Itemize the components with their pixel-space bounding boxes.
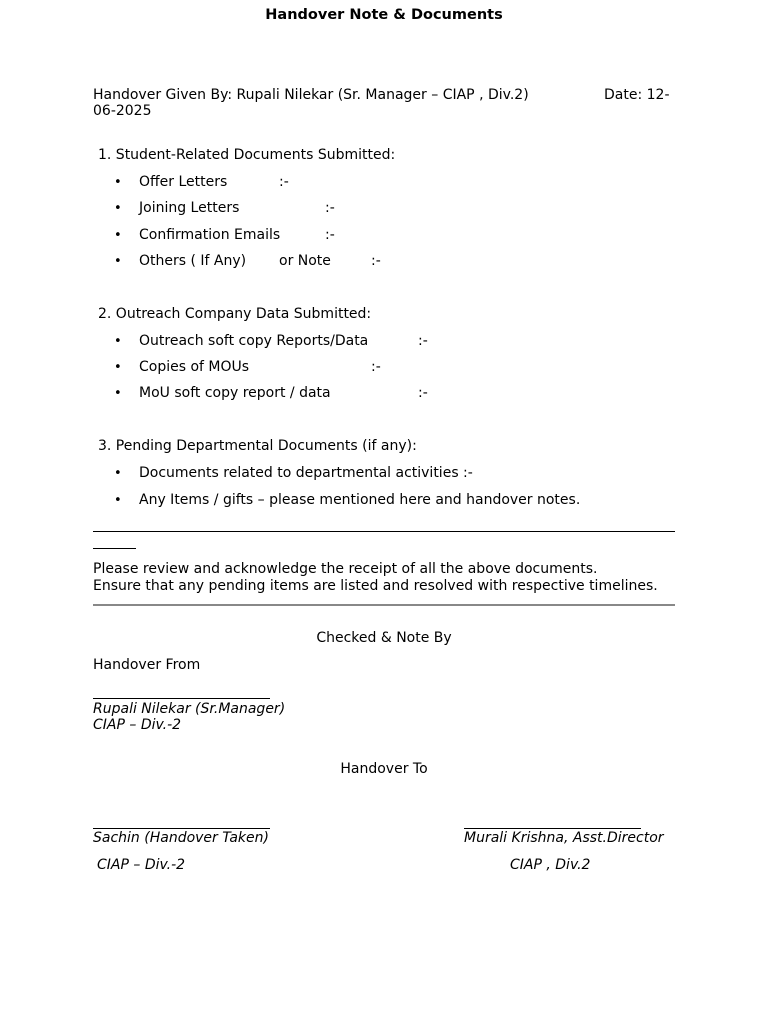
- director-signatory-unit: CIAP , Div.2: [510, 857, 591, 873]
- list-item-label: Joining Letters: [139, 200, 240, 216]
- section-1-heading: 1. Student-Related Documents Submitted:: [98, 147, 396, 163]
- from-signatory-name: Rupali Nilekar (Sr.Manager): [93, 701, 286, 717]
- bullet-icon: •: [114, 493, 122, 508]
- signature-line: [93, 828, 270, 829]
- list-item-separator: :-: [325, 227, 335, 243]
- list-item-separator: :-: [371, 253, 381, 269]
- checked-by-heading: Checked & Note By: [316, 630, 452, 646]
- bullet-icon: •: [114, 466, 122, 481]
- bullet-icon: •: [114, 201, 122, 216]
- list-item-separator: :-: [418, 333, 428, 349]
- divider-line: [93, 604, 675, 606]
- divider-line-continuation: [93, 548, 136, 549]
- to-signatory-name: Sachin (Handover Taken): [93, 830, 269, 846]
- bullet-icon: •: [114, 254, 122, 269]
- to-signatory-unit: CIAP – Div.-2: [97, 857, 186, 873]
- director-signatory-name: Murali Krishna, Asst.Director: [464, 830, 664, 846]
- bullet-icon: •: [114, 360, 122, 375]
- list-item-label: Confirmation Emails: [139, 227, 281, 243]
- date-label: Date: 12-: [604, 87, 670, 103]
- bullet-icon: •: [114, 175, 122, 190]
- list-item-note: or Note: [279, 253, 331, 269]
- list-item-separator: :-: [279, 174, 289, 190]
- page-title: Handover Note & Documents: [265, 7, 503, 23]
- list-item-separator: :-: [418, 385, 428, 401]
- list-item-label: Any Items / gifts – please mentioned here and handover notes.: [139, 492, 581, 508]
- list-item-label: MoU soft copy report / data: [139, 385, 331, 401]
- from-signatory-unit: CIAP – Div.-2: [93, 717, 182, 733]
- list-item-separator: :-: [371, 359, 381, 375]
- signature-line: [464, 828, 641, 829]
- list-item-label: Offer Letters: [139, 174, 228, 190]
- pending-note: Ensure that any pending items are listed and resolved with respective timelines.: [93, 578, 658, 594]
- handover-to-heading: Handover To: [340, 761, 428, 777]
- list-item-label: Documents related to departmental activities :-: [139, 465, 473, 481]
- list-item-separator: :-: [325, 200, 335, 216]
- list-item-label: Outreach soft copy Reports/Data: [139, 333, 369, 349]
- signature-line: [93, 698, 270, 699]
- section-2-heading: 2. Outreach Company Data Submitted:: [98, 306, 372, 322]
- bullet-icon: •: [114, 228, 122, 243]
- bullet-icon: •: [114, 386, 122, 401]
- bullet-icon: •: [114, 334, 122, 349]
- section-3-heading: 3. Pending Departmental Documents (if any):: [98, 438, 417, 454]
- divider-line: [93, 531, 675, 532]
- list-item-label: Copies of MOUs: [139, 359, 250, 375]
- handover-given-by: Handover Given By: Rupali Nilekar (Sr. Manager – CIAP , Div.2): [93, 87, 529, 103]
- handover-from-label: Handover From: [93, 657, 201, 673]
- list-item-label: Others ( If Any): [139, 253, 247, 269]
- date-continuation: 06-2025: [93, 103, 152, 119]
- review-note: Please review and acknowledge the receipt of all the above documents.: [93, 561, 598, 577]
